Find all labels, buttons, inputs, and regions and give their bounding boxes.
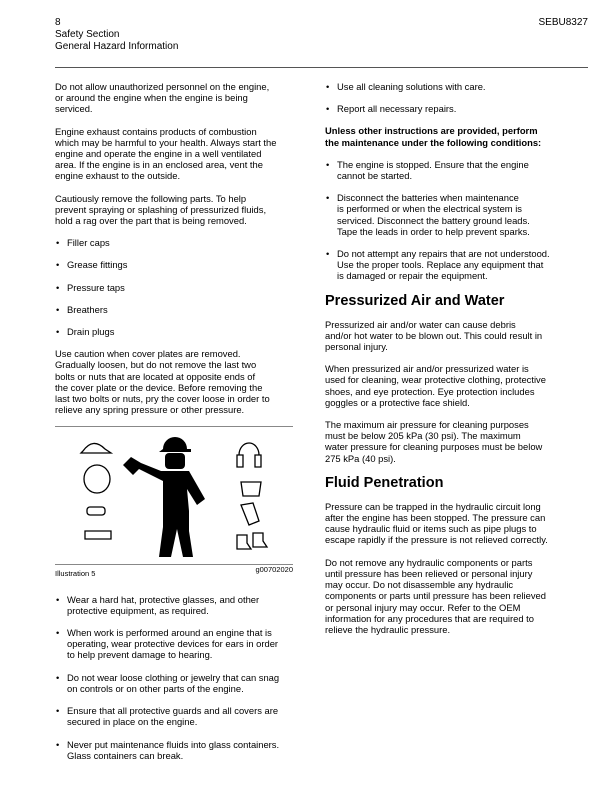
text-line: • When work is performed around an engine that is — [67, 627, 272, 639]
text-line: or personal injury may occur. Refer to the OEM — [325, 601, 521, 613]
ear-muffs-icon — [237, 443, 261, 467]
text-line: 275 kPa (40 psi). — [325, 452, 396, 464]
bullet-item — [325, 103, 591, 114]
text-line: • Never put maintenance fluids into glass containers. — [67, 738, 280, 750]
text-line: after the engine has been stopped. The pressure can — [325, 512, 546, 524]
text-line: must be below 205 kPa (30 psi). The maximum — [325, 430, 521, 442]
text-line: is damaged or repair the equipment. — [337, 270, 488, 282]
section-title: Safety Section — [55, 29, 120, 40]
text-line: The maximum air pressure for cleaning purposes — [325, 419, 529, 431]
text-line: • Grease fittings — [67, 259, 128, 271]
text-line: serviced. Disconnect the battery ground leads. — [337, 214, 530, 226]
text-line: Pressurized air and/or water can cause debris — [325, 318, 516, 330]
paragraph — [325, 363, 591, 408]
bullet-item — [325, 81, 591, 92]
text-line: escape rapidly if the pressure is not relieved correctly. — [325, 534, 548, 546]
bullet-item — [55, 627, 293, 661]
text-line: prevent spraying or splashing of pressurized fluids, — [55, 203, 267, 215]
text-line: goggles or a protective face shield. — [325, 396, 470, 408]
text-line: Cautiously remove the following parts. To help — [55, 192, 247, 204]
paragraph — [55, 126, 293, 182]
paragraph — [325, 319, 591, 353]
text-line: information for any procedures that are required to — [325, 612, 534, 624]
bullet-item — [55, 304, 293, 315]
text-line: and/or hot water to be blown out. This could result in — [325, 329, 543, 341]
section-heading — [325, 293, 591, 310]
text-line: cause hydraulic fluid or items such as pipe plugs to — [325, 523, 537, 535]
text-line: • Use all cleaning solutions with care. — [337, 81, 486, 92]
text-line: Engine exhaust contains products of combustion — [55, 125, 257, 137]
bold-paragraph — [325, 125, 591, 147]
text-line: Unless other instructions are provided, perform — [325, 125, 538, 137]
paragraph — [55, 348, 293, 415]
text-line: components or parts until pressure has been relieved — [325, 590, 546, 602]
text-line: • Disconnect the batteries when maintenance — [337, 192, 519, 204]
boots-icon — [237, 533, 267, 549]
text-line: • Do not wear loose clothing or jewelry that can snag — [67, 671, 280, 683]
safety-equipment-illustration — [55, 427, 293, 564]
text-line: serviced. — [55, 103, 93, 115]
text-line: cannot be started. — [337, 170, 413, 182]
figure-caption-row — [55, 565, 293, 579]
paragraph — [325, 501, 591, 546]
text-line: engine and operate the engine in a well ventilated — [55, 148, 262, 160]
page-number: 8 — [55, 17, 61, 28]
text-line: • Wear a hard hat, protective glasses, and other — [67, 593, 260, 605]
text-line: • Filler caps — [67, 237, 110, 249]
text-line: Do not remove any hydraulic components or parts — [325, 556, 533, 568]
text-line: Tape the leads in order to help prevent sparks. — [337, 225, 530, 237]
text-line: When pressurized air and/or pressurized water is — [325, 363, 529, 375]
bullet-item — [55, 705, 293, 727]
text-line: • Report all necessary repairs. — [337, 103, 457, 115]
figure-image — [55, 427, 293, 564]
text-line: • The engine is stopped. Ensure that the engine — [337, 158, 529, 170]
ear-plugs-icon — [87, 507, 105, 515]
figure — [55, 426, 293, 579]
text-line: • Pressure taps — [67, 281, 125, 293]
face-shield-icon — [241, 482, 261, 496]
bullet-item — [55, 672, 293, 694]
text-line: protective equipment, as required. — [67, 604, 209, 616]
text-line: which may be harmful to your health. Always start the — [55, 136, 277, 148]
paragraph — [55, 193, 293, 227]
text-line: last two bolts or nuts, pry the cover loose in order to — [55, 393, 270, 405]
goggles-icon — [85, 531, 111, 539]
text-line: engine exhaust to the outside. — [55, 170, 181, 182]
paragraph — [325, 419, 591, 464]
hard-hat-icon — [81, 444, 111, 454]
figure-code: g00702020 — [255, 565, 293, 575]
text-line: operating, wear protective devices for ears in order — [67, 638, 279, 650]
bullet-item — [55, 739, 293, 761]
text-line: relieve any spring pressure or other pressure. — [55, 404, 245, 416]
text-line: Glass containers can break. — [67, 749, 184, 761]
text-line: personal injury. — [325, 341, 388, 353]
figure-caption: Illustration 5 — [55, 569, 96, 579]
worker-figure-icon — [123, 437, 205, 557]
section-heading — [325, 475, 591, 492]
text-line: or around the engine when the engine is being — [55, 92, 248, 104]
text-line: the cover plate or the device. Before removing the — [55, 381, 263, 393]
text-line: to help prevent damage to hearing. — [67, 649, 213, 661]
text-line: hold a rag over the part that is being removed. — [55, 215, 247, 227]
page-header-left — [55, 17, 178, 53]
text-line: Use the proper tools. Replace any equipment that — [337, 259, 544, 271]
text-line: shoes, and eye protection. Eye protection includes — [325, 385, 535, 397]
bullet-item — [55, 326, 293, 337]
document-id: SEBU8327 — [538, 17, 588, 28]
text-line: Gradually loosen, but do not remove the last two — [55, 359, 257, 371]
text-line: bolts or nuts that are located at opposite ends of — [55, 370, 256, 382]
subsection-title: General Hazard Information — [55, 41, 179, 52]
text-line: relieve the hydraulic pressure. — [325, 623, 451, 635]
text-line: water pressure for cleaning purposes must be below — [325, 441, 543, 453]
text-line: • Drain plugs — [67, 326, 115, 338]
bullet-item — [55, 282, 293, 293]
paragraph — [55, 81, 293, 115]
paragraph — [325, 557, 591, 635]
text-line: Fluid Penetration — [325, 474, 444, 491]
text-line: used for cleaning, wear protective clothing, protective — [325, 374, 546, 386]
text-line: area. If the engine is in an enclosed area, vent the — [55, 159, 263, 171]
bullet-item — [325, 192, 591, 237]
text-line: Pressurized Air and Water — [325, 292, 505, 309]
left-column — [55, 81, 293, 772]
text-line: • Breathers — [67, 303, 108, 315]
bullet-item — [55, 259, 293, 270]
text-line: • Do not attempt any repairs that are not understood. — [337, 248, 550, 260]
gloves-icon — [241, 503, 259, 525]
text-line: Do not allow unauthorized personnel on the engine, — [55, 81, 270, 92]
header-divider — [55, 67, 588, 68]
bullet-item — [325, 248, 591, 282]
vest-icon — [84, 465, 110, 493]
right-column — [325, 81, 591, 646]
text-line: Pressure can be trapped in the hydraulic circuit long — [325, 500, 541, 512]
bullet-item — [55, 594, 293, 616]
text-line: may occur. Do not disassemble any hydraulic — [325, 579, 514, 591]
text-line: is performed or when the electrical system is — [337, 203, 522, 215]
text-line: • Ensure that all protective guards and all covers are — [67, 705, 279, 717]
bullet-item — [55, 237, 293, 248]
text-line: Use caution when cover plates are removed. — [55, 348, 241, 360]
text-line: the maintenance under the following conditions: — [325, 136, 542, 148]
text-line: until pressure has been relieved or personal injury — [325, 567, 533, 579]
text-line: secured in place on the engine. — [67, 716, 198, 728]
text-line: on controls or on other parts of the engine. — [67, 682, 244, 694]
bullet-item — [325, 159, 591, 181]
